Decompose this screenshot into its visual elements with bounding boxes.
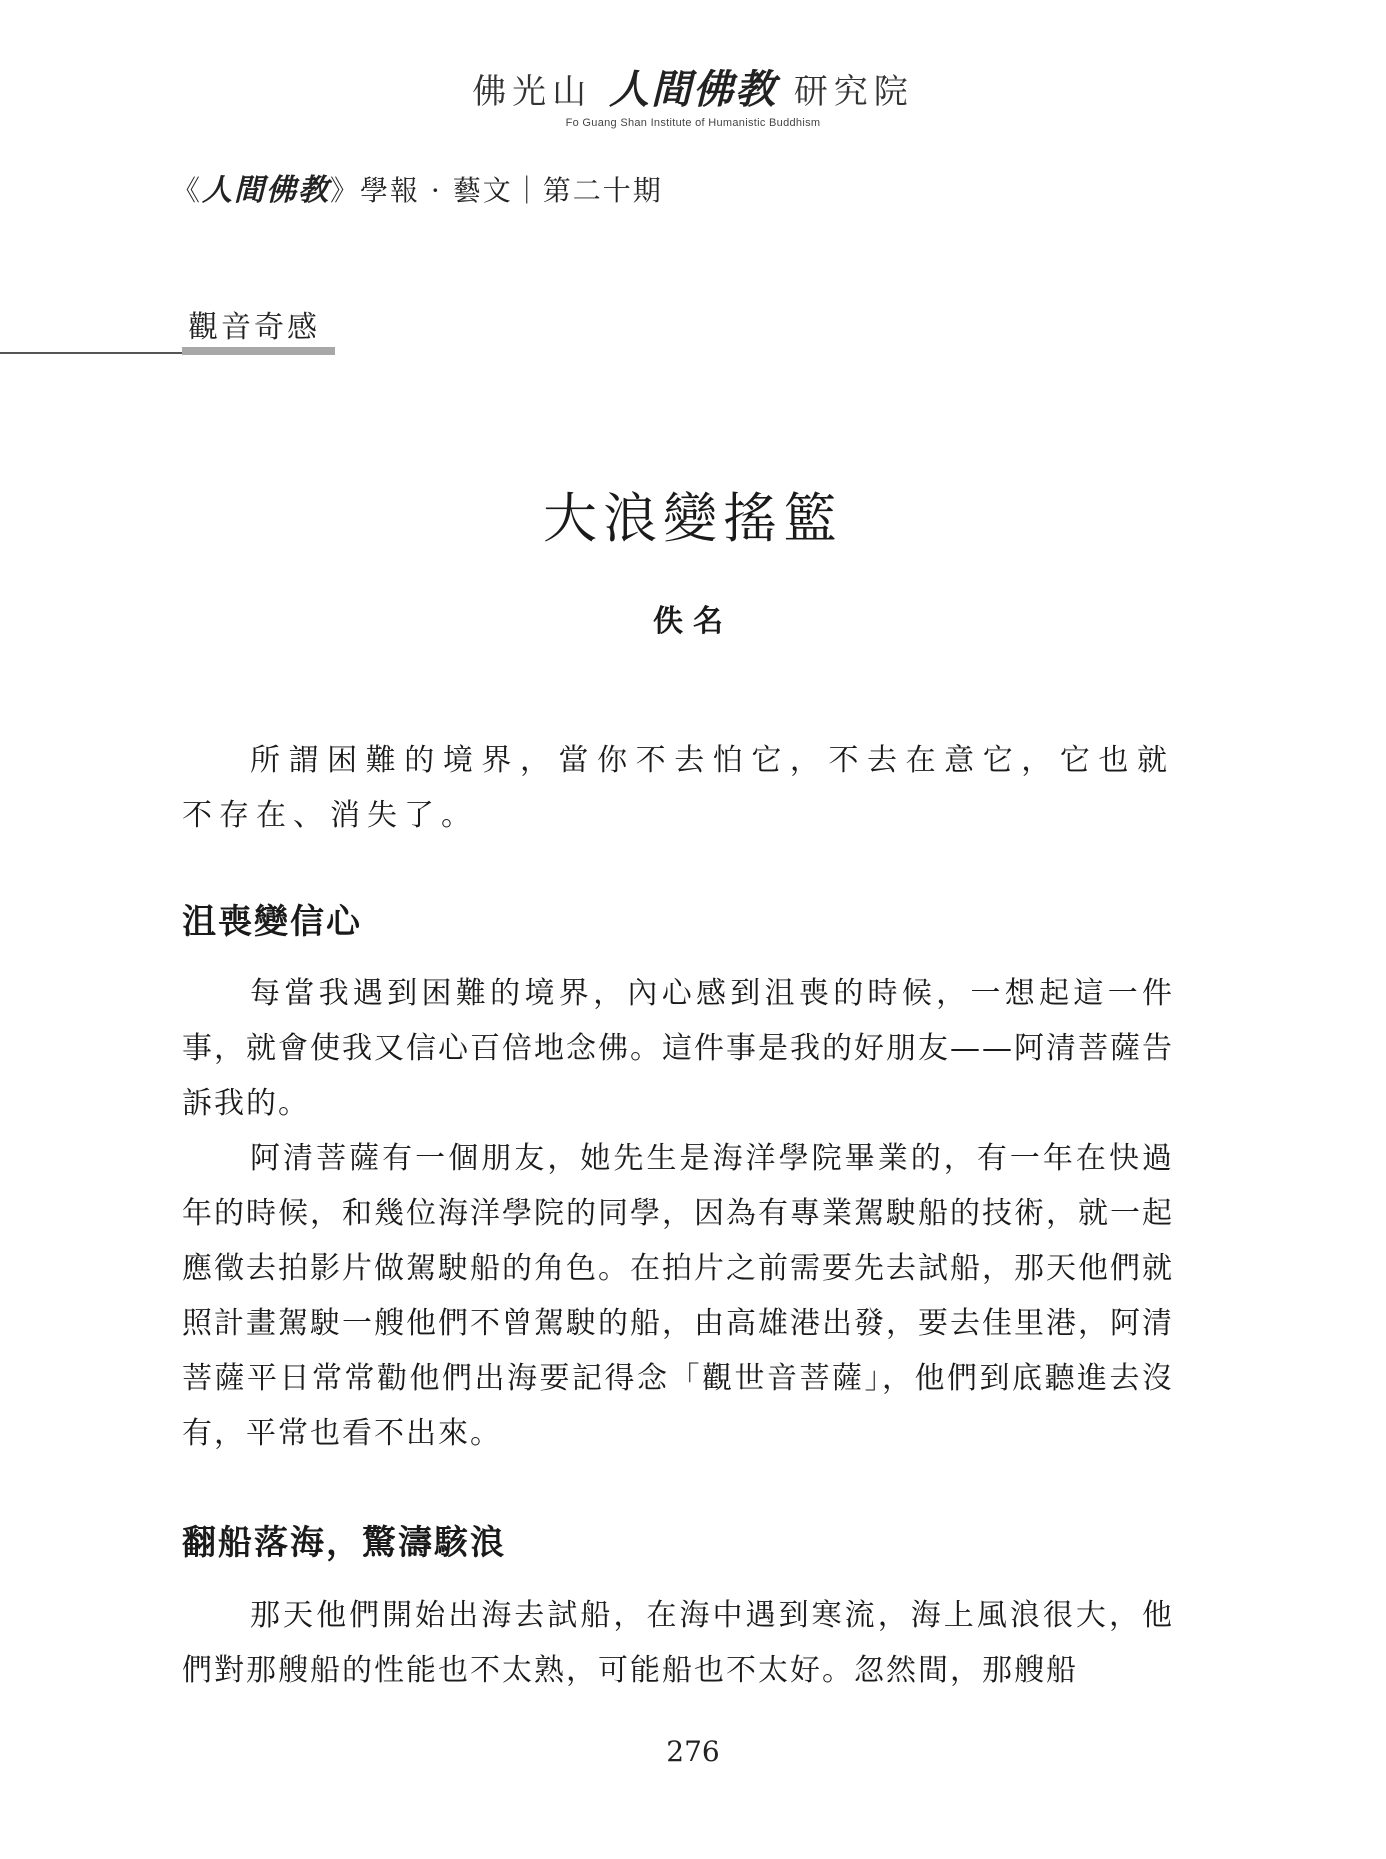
journal-brush-name: 人間佛教 <box>202 173 331 208</box>
journal-issue-info: 》學報 · 藝文｜第二十期 <box>330 174 663 207</box>
journal-running-header <box>172 165 663 209</box>
institute-name <box>0 58 1386 115</box>
institute-brush-logo: 人間佛教 <box>609 66 777 113</box>
body-paragraph: 阿清菩薩有一個朋友，她先生是海洋學院畢業的，有一年在快過年的時候，和幾位海洋學院的同學，因為有專業駕駛船的技術，就一起應徵去拍影片做駕駛船的角色。在拍片之前需要先去試船，那天他們就照計畫駕駛一艘他們不曾駕駛的船，由高雄港出發，要去佳里港，阿清菩薩平日常常勸他們出海要記得念「觀世音菩薩」，他們到底聽進去沒有，平常也看不出來。 <box>182 1141 1174 1451</box>
section-heading: 沮喪變信心 <box>182 902 362 942</box>
institute-prefix: 佛光山 <box>472 72 593 112</box>
body-paragraph: 那天他們開始出海去試船，在海中遇到寒流，海上風浪很大，他們對那艘船的性能也不太熟，可能船也不太好。忽然間，那艘船 <box>182 1598 1174 1688</box>
section-tag: 觀音奇感 <box>188 310 320 345</box>
section-heading: 翻船落海，驚濤駭浪 <box>182 1523 506 1563</box>
article-title: 大浪變搖籃 <box>543 487 843 550</box>
institute-header <box>0 58 1386 129</box>
page-number: 276 <box>666 1735 720 1768</box>
intro-paragraph: 所謂困難的境界，當你不去怕它，不去在意它，它也就不存在、消失了。 <box>182 743 1174 833</box>
article-author: 佚名 <box>653 604 733 639</box>
institute-english-name: Fo Guang Shan Institute of Humanistic Buddhism <box>565 117 821 129</box>
section-rule-thick <box>182 347 335 355</box>
institute-suffix: 研究院 <box>793 72 914 112</box>
journal-open-bracket: 《 <box>172 174 203 207</box>
body-paragraph: 每當我遇到困難的境界，內心感到沮喪的時候，一想起這一件事，就會使我又信心百倍地念佛。這件事是我的好朋友——阿清菩薩告訴我的。 <box>182 976 1174 1121</box>
